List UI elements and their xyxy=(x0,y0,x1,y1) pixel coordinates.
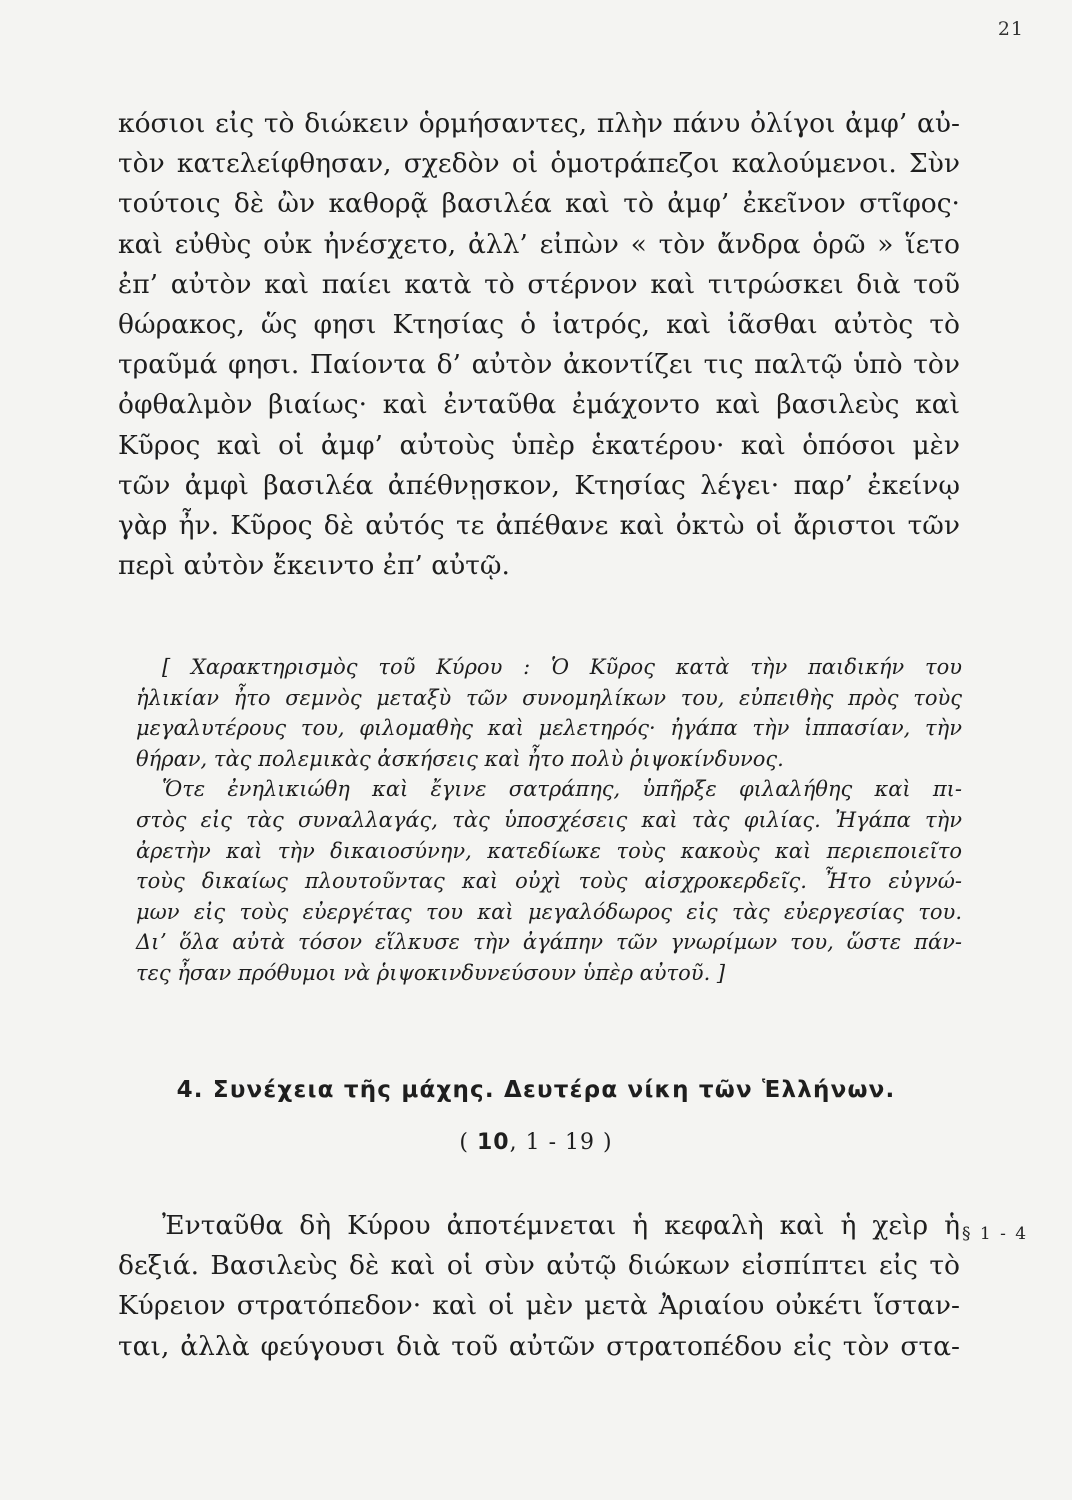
commentary-line: μεγαλυτέρους του, φιλομαθὴς καὶ μελετηρός· ἠγάπα τὴν ἱππασίαν, τὴν xyxy=(136,716,962,741)
text-line: Κῦρος καὶ οἱ ἀμφ’ αὐτοὺς ὑπὲρ ἑκατέρου· καὶ ὁπόσοι μὲν xyxy=(118,429,960,461)
text-line: κόσιοι εἰς τὸ διώκειν ὁρμήσαντες, πλὴν πάνυ ὀλίγοι ἀμφ’ αὐ- xyxy=(118,108,960,139)
text-line: Ἐνταῦθα δὴ Κύρου ἀποτέμνεται ἡ κεφαλὴ καὶ ἡ χεὶρ ἡ xyxy=(162,1210,960,1241)
commentary-line: ἀρετὴν καὶ τὴν δικαιοσύνην, κατεδίωκε τοὺς κακοὺς καὶ περιεποιεῖτο xyxy=(136,838,962,863)
commentary-line: τοὺς δικαίως πλουτοῦντας καὶ οὐχὶ τοὺς αἰσχροκερδεῖς. Ἦτο εὐγνώ- xyxy=(136,869,962,894)
commentary-block xyxy=(136,652,962,989)
commentary-line: Διʼ ὅλα αὐτὰ τόσον εἵλκυσε τὴν ἀγάπην τῶν γνωρίμων του, ὥστε πάν- xyxy=(136,930,962,955)
main-greek-text xyxy=(118,104,960,586)
text-line: τούτοις δὲ ὢν καθορᾷ βασιλέα καὶ τὸ ἀμφ’ ἐκεῖνον στῖφος· xyxy=(118,188,960,220)
text-line: ὀφθαλμὸν βιαίως· καὶ ἐνταῦθα ἐμάχοντο καὶ βασιλεὺς καὶ xyxy=(118,389,960,421)
text-line: τῶν ἀμφὶ βασιλέα ἀπέθνῃσκον, Κτησίας λέγει· παρ’ ἐκείνῳ xyxy=(118,469,960,501)
text-line: Κύρειον στρατόπεδον· καὶ οἱ μὲν μετὰ Ἀριαίου οὐκέτι ἵσταν- xyxy=(118,1290,960,1322)
text-line: καὶ εὐθὺς οὐκ ἠνέσχετο, ἀλλ’ εἰπὼν « τὸν ἄνδρα ὁρῶ » ἵετο xyxy=(118,228,960,260)
commentary-line: θήραν, τὰς πολεμικὰς ἀσκήσεις καὶ ἦτο πολὺ ῥιψοκίνδυνος. xyxy=(136,746,784,771)
continuation-text xyxy=(118,1206,960,1367)
commentary-line: Ὅτε ἐνηλικιώθη καὶ ἔγινε σατράπης, ὑπῆρξε φιλαλήθης καὶ πι- xyxy=(162,777,962,802)
section-range xyxy=(0,1130,1072,1155)
page-number: 21 xyxy=(997,18,1024,40)
commentary-line: τες ἦσαν πρόθυμοι νὰ ῥιψοκινδυνεύσουν ὑπὲρ αὐτοῦ. ] xyxy=(136,960,726,985)
text-line: γὰρ ἦν. Κῦρος δὲ αὐτός τε ἀπέθανε καὶ ὀκτὼ οἱ ἄριστοι τῶν xyxy=(118,510,960,542)
text-line: ται, ἀλλὰ φεύγουσι διὰ τοῦ αὐτῶν στρατοπέδου εἰς τὸν στα- xyxy=(118,1330,960,1362)
text-line: θώρακος, ὥς φησι Κτησίας ὁ ἰατρός, καὶ ἰᾶσθαι αὐτὸς τὸ xyxy=(118,309,960,341)
text-line: δεξιά. Βασιλεὺς δὲ καὶ οἱ σὺν αὐτῷ διώκων εἰσπίπτει εἰς τὸ xyxy=(118,1250,960,1282)
margin-section-note: § 1 - 4 xyxy=(962,1224,1029,1244)
text-line: τὸν κατελείφθησαν, σχεδὸν οἱ ὁμοτράπεζοι καλούμενοι. Σὺν xyxy=(118,148,960,180)
text-line: τραῦμά φησι. Παίοντα δ’ αὐτὸν ἀκοντίζει τις παλτῷ ὑπὸ τὸν xyxy=(118,349,960,381)
commentary-line: μων εἰς τοὺς εὐεργέτας του καὶ μεγαλόδωρος εἰς τὰς εὐεργεσίας του. xyxy=(136,899,962,924)
range-open: ( xyxy=(459,1130,477,1155)
range-chapter: 10 xyxy=(476,1130,510,1155)
text-line: περὶ αὐτὸν ἔκειντο ἐπ’ αὐτῷ. xyxy=(118,550,510,582)
text-line: ἐπ’ αὐτὸν καὶ παίει κατὰ τὸ στέρνον καὶ τιτρώσκει διὰ τοῦ xyxy=(118,268,960,300)
commentary-line: [ Χαρακτηρισμὸς τοῦ Κύρου : Ὁ Κῦρος κατὰ τὴν παιδικήν του xyxy=(162,655,962,679)
range-rest: , 1 - 19 ) xyxy=(509,1130,613,1155)
commentary-line: ἡλικίαν ἦτο σεμνὸς μεταξὺ τῶν συνομηλίκων του, εὐπειθὴς πρὸς τοὺς xyxy=(136,685,962,710)
section-heading: 4. Συνέχεια τῆς μάχης. Δευτέρα νίκη τῶν Ἑλλήνων. xyxy=(176,1077,896,1103)
commentary-line: στὸς εἰς τὰς συναλλαγάς, τὰς ὑποσχέσεις καὶ τὰς φιλίας. Ἠγάπα τὴν xyxy=(136,807,962,832)
